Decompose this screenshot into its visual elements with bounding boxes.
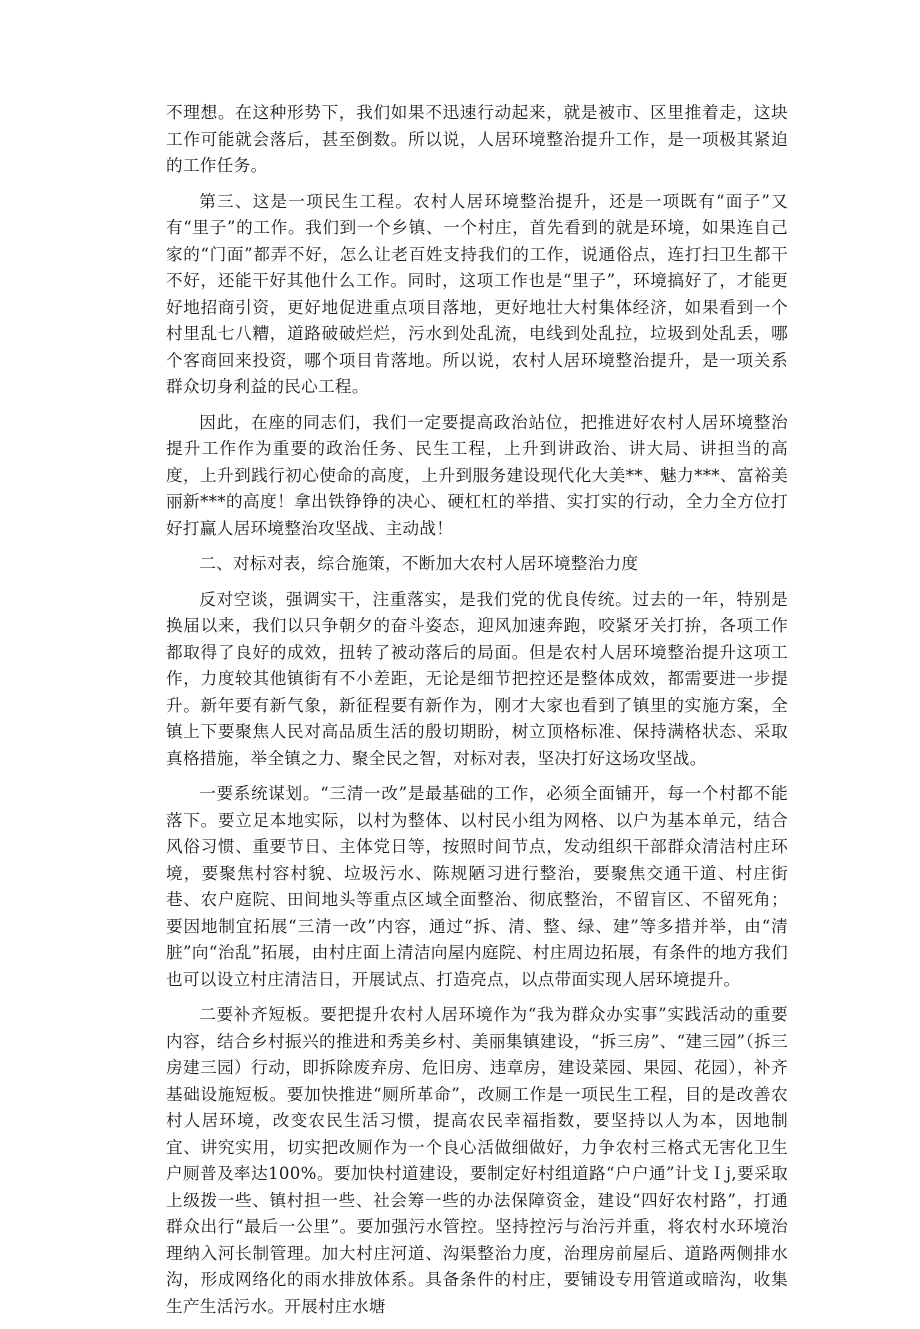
paragraph-oppose-empty-talk: 反对空谈，强调实干，注重落实，是我们党的优良传统。过去的一年，特别是换届以来，我们以只争朝夕的奋斗姿态，迎风加速奔跑，咬紧牙关打拚，各项工作都取得了良好的成效，扭转了被动落后的局面。但是农村人居环境整治提升这项工作，力度较其他镇街有不小差距，无论是细节把控还是整体成效，都需要进一步提升。新年要有新气象，新征程要有新作为，刚才大家也看到了镇里的实施方案，全镇上下要聚焦人民对高品质生活的殷切期盼，树立顶格标准、保持满格状态、采取真格措施，举全镇之力、聚全民之智，对标对表，坚决打好这场攻坚战。 (166, 589, 788, 768)
document-body (166, 100, 788, 1329)
paragraph-continuation: 不理想。在这种形势下，我们如果不迅速行动起来，就是被市、区里推着走，这块工作可能就会落后，甚至倒数。所以说，人居环境整治提升工作，是一项极其紧迫的工作任务。 (166, 103, 788, 175)
section-heading-two: 二、对标对表，综合施策，不断加大农村人居环境整治力度 (199, 554, 639, 573)
paragraph-systematic-planning: 一要系统谋划。“三清一改”是最基础的工作，必须全面铺开，每一个村都不能落下。要立足本地实际，以村为整体、以村民小组为网格、以户为基本单元，结合风俗习惯、重要节日、主体党日等，按照时间节点，发动组织干部群众清洁村庄环境，要聚焦村容村貌、垃圾污水、陈规陋习进行整治，要聚焦交通干道、村庄街巷、农户庭院、田间地头等重点区域全面整治、彻底整治，不留盲区、不留死角；要因地制宜拓展“三清一改”内容，通过“拆、清、整、绿、建”等多措并举，由“清脏”向“治乱”拓展，由村庄面上清洁向屋内庭院、村庄周边拓展，有条件的地方我们也可以设立村庄清洁日，开展试点、打造亮点，以点带面实现人居环境提升。 (166, 784, 788, 989)
paragraph-political-stance: 因此，在座的同志们，我们一定要提高政治站位，把推进好农村人居环境整治提升工作作为重要的政治任务、民生工程，上升到讲政治、讲大局、讲担当的高度，上升到践行初心使命的高度，上升到服务建设现代化大美**、魅力***、富裕美丽新***的高度！拿出铁铮铮的决心、硬杠杠的举措、实打实的行动，全力全方位打好打赢人居环境整治攻坚战、主动战！ (166, 412, 788, 538)
paragraph-livelihood-project: 第三、这是一项民生工程。农村人居环境整治提升，还是一项既有“面子”又有“里子”的工作。我们到一个乡镇、一个村庄，首先看到的就是环境，如果连自己家的“门面”都弄不好，怎么让老百姓支持我们的工作，说通俗点，连打扫卫生都干不好，还能干好其他什么工作。同时，这项工作也是“里子”，环境搞好了，才能更好地招商引资，更好地促进重点项目落地，更好地壮大村集体经济，如果看到一个村里乱七八糟，道路破破烂烂，污水到处乱流，电线到处乱拉，垃圾到处乱丢，哪个客商回来投资，哪个项目肯落地。所以说，农村人居环境整治提升，是一项关系群众切身利益的民心工程。 (166, 191, 788, 396)
paragraph-fill-shortcomings: 二要补齐短板。要把提升农村人居环境作为“我为群众办实事”实践活动的重要内容，结合乡村振兴的推进和秀美乡村、美丽集镇建设，“拆三房”、“建三园”（拆三房建三园）行动，即拆除废弃房、危旧房、违章房，建设菜园、果园、花园），补齐基础设施短板。要加快推进“厕所革命”，改厕工作是一项民生工程，目的是改善农村人居环境，改变农民生活习惯，提高农民幸福指数，要坚持以人为本，因地制宜、讲究实用，切实把改厕作为一个良心活做细做好，力争农村三格式无害化卫生户厕普及率达100%。要加快村道建设，要制定好村组道路“户户通”计戈Ｉj,要采取上级拨一些、镇村担一些、社会筹一些的办法保障资金，建设“四好农村路”，打通群众出行“最后一公里”。要加强污水管控。坚持控污与治污并重，将农村水环境治理纳入河长制管理。加大村庄河道、沟渠整治力度，治理房前屋后、道路两侧排水沟，形成网络化的雨水排放体系。具备条件的村庄，要铺设专用管道或暗沟，收集生产生活污水。开展村庄水塘 (166, 1005, 788, 1316)
